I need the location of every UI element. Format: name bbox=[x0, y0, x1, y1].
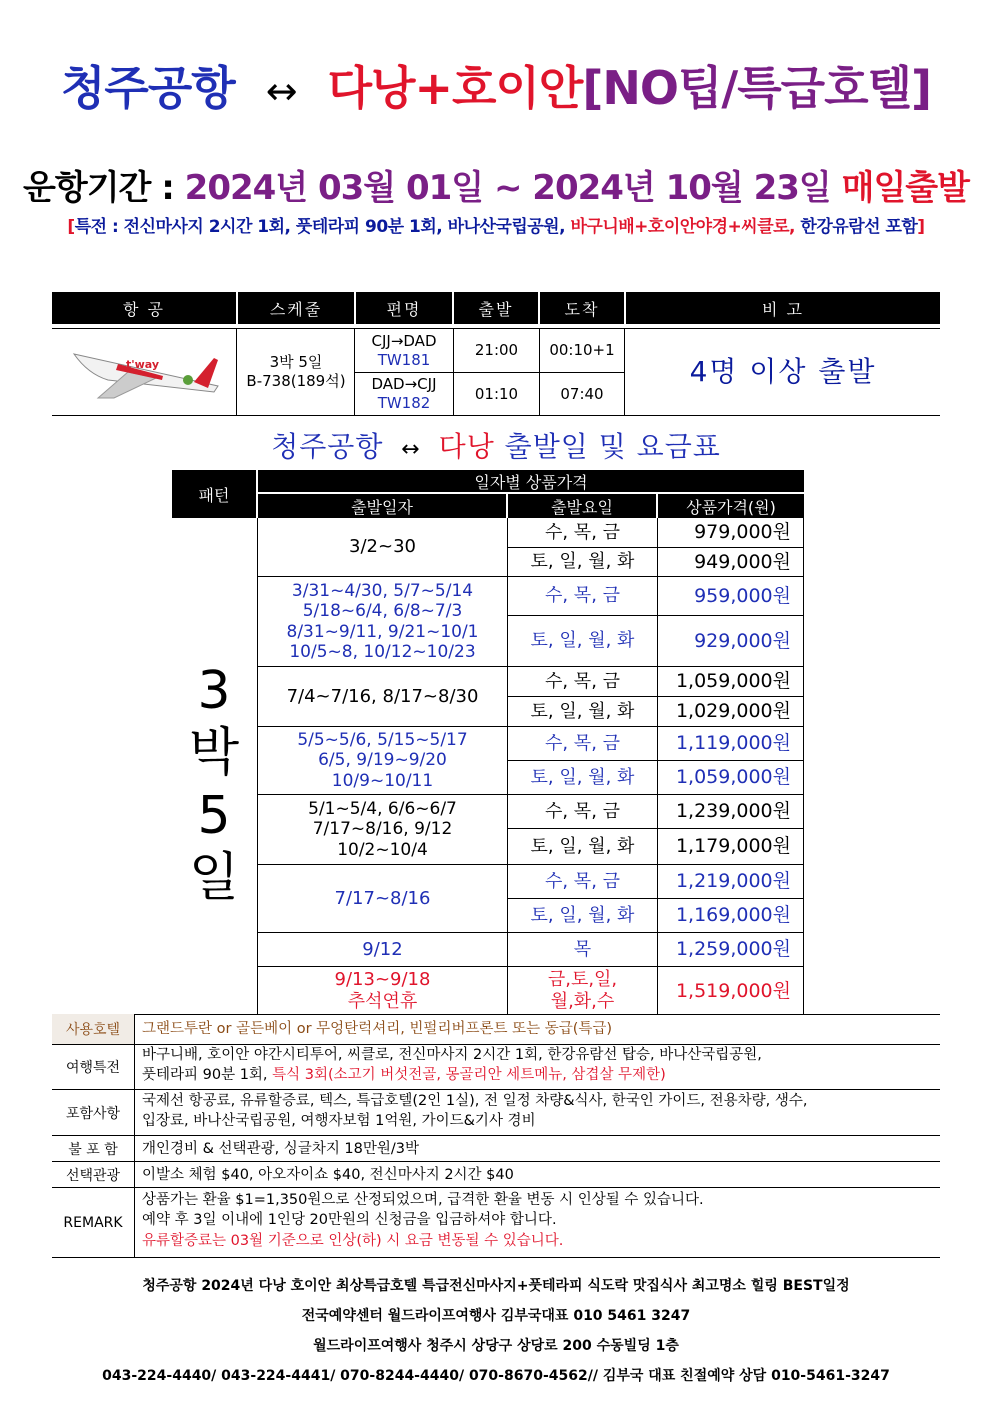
fare-row5-dates: 5/1~5/4, 6/6~6/7 7/17~8/16, 9/12 10/2~10/4 bbox=[308, 798, 457, 860]
fare-row4-dates: 5/5~5/6, 5/15~5/17 6/5, 9/19~9/20 10/9~10/11 bbox=[297, 729, 468, 791]
opt-label: 선택관광 bbox=[65, 1167, 121, 1184]
perk-line2b: 특식 3회(소고기 버섯전골, 몽골리안 세트메뉴, 삼겹살 무제한) bbox=[272, 1067, 666, 1084]
leg1-depart: 21:00 bbox=[474, 341, 519, 360]
benefit-part2: 바구니배+호이안야경+씨클로, bbox=[570, 217, 795, 237]
fare-head-date: 출발일자 bbox=[258, 494, 506, 518]
fare-title-origin: 청주공항 bbox=[271, 430, 384, 463]
incl-value bbox=[142, 1091, 808, 1132]
opt-value: 이발소 체험 $40, 아오자이쇼 $40, 전신마사지 2시간 $40 bbox=[142, 1167, 514, 1183]
fare-row8-note: 추석연휴 bbox=[347, 991, 418, 1012]
hotel-value: 그랜드투란 or 골든베이 or 무엉탄럭셔리, 빈펄리버프론트 또는 동급(특급) bbox=[142, 1021, 613, 1037]
title-tag: [NO팁/특급호텔] bbox=[582, 61, 931, 115]
flight-note: 4명 이상 출발 bbox=[689, 355, 877, 388]
remark-line1: 상품가는 환율 $1=1,350원으로 산정되었으며, 급격한 환율 변동 시 인상될 수 있습니다. bbox=[142, 1192, 704, 1208]
fare-row3-price2: 1,029,000원 bbox=[675, 700, 791, 723]
incl-line2: 입장료, 바나산국립공원, 여행자보험 1억원, 가이드&기사 경비 bbox=[142, 1113, 536, 1130]
remark-line2: 예약 후 3일 이내에 1인당 20만원의 신청금을 입금하셔야 합니다. bbox=[142, 1212, 557, 1229]
leg1-arrive: 00:10+1 bbox=[549, 341, 615, 360]
remark-value bbox=[142, 1190, 704, 1251]
fare-row3-day2: 토, 일, 월, 화 bbox=[530, 700, 635, 722]
fare-row1-day2: 토, 일, 월, 화 bbox=[530, 551, 635, 573]
incl-label: 포함사항 bbox=[65, 1105, 121, 1122]
fare-row1-day1: 수, 목, 금 bbox=[544, 521, 621, 543]
flight-head-schedule: 스케줄 bbox=[238, 292, 354, 324]
remark-label: REMARK bbox=[63, 1214, 123, 1231]
fare-row2-dates: 3/31~4/30, 5/7~5/14 5/18~6/4, 6/8~7/3 8/31~9/11, 9/21~10/1 10/5~8, 10/12~10/23 bbox=[286, 580, 479, 662]
fare-row3-price1: 1,059,000원 bbox=[675, 670, 791, 693]
fare-row6-day1: 수, 목, 금 bbox=[544, 870, 621, 892]
airplane-icon bbox=[68, 344, 224, 400]
fare-row4-day2: 토, 일, 월, 화 bbox=[530, 766, 635, 788]
fare-title-arrow: ↔ bbox=[401, 437, 421, 462]
perk-value bbox=[142, 1045, 762, 1086]
fare-row3-day1: 수, 목, 금 bbox=[544, 670, 621, 692]
fare-row2-price2: 929,000원 bbox=[694, 629, 791, 652]
fare-row5-day2: 토, 일, 월, 화 bbox=[530, 835, 635, 857]
leg2-arrive: 07:40 bbox=[560, 384, 604, 403]
pattern-char-2: 박 bbox=[188, 723, 240, 784]
page-title bbox=[0, 52, 992, 118]
fare-row3-dates: 7/4~7/16, 8/17~8/30 bbox=[286, 685, 479, 707]
schedule-cell bbox=[238, 328, 354, 415]
fare-row1-dates: 3/2~30 bbox=[349, 536, 416, 558]
leg1-route: CJJ→DAD bbox=[371, 331, 437, 350]
fare-row5-price2: 1,179,000원 bbox=[675, 835, 791, 858]
remark-line3: 유류할증료는 03월 기준으로 인상(하) 시 요금 변동될 수 있습니다. bbox=[142, 1232, 564, 1249]
fare-row8-price: 1,519,000원 bbox=[675, 979, 791, 1002]
fare-row7-dates: 9/12 bbox=[362, 938, 403, 960]
excl-label: 불 포 함 bbox=[68, 1141, 118, 1158]
leg1-flight bbox=[355, 329, 453, 372]
fare-title-rest: 출발일 및 요금표 bbox=[504, 430, 721, 463]
footer-line1: 청주공항 2024년 다낭 호이안 최상특급호텔 특급전신마사지+풋테라피 식도락 맛집식사 최고명소 힐링 BEST일정 bbox=[142, 1278, 850, 1294]
fare-row6-price2: 1,169,000원 bbox=[675, 904, 791, 927]
leg2-flight-no: TW182 bbox=[377, 394, 431, 412]
fare-title-dest: 다낭 bbox=[438, 430, 495, 463]
info-table bbox=[52, 1014, 940, 1258]
flight-table bbox=[52, 292, 940, 416]
fare-table bbox=[172, 470, 804, 1015]
fare-row7-day: 목 bbox=[573, 938, 592, 960]
perk-label: 여행특전 bbox=[65, 1060, 121, 1076]
footer-line2: 전국예약센터 월드라이프여행사 김부국대표 010 5461 3247 bbox=[301, 1308, 691, 1324]
incl-line1: 국제선 항공료, 유류할증료, 텍스, 특급호텔(2인 1실), 전 일정 차량&식사, 한국인 가이드, 전용차량, 생수, bbox=[142, 1093, 808, 1109]
title-origin: 청주공항 bbox=[61, 61, 235, 115]
fare-row1-price2: 949,000원 bbox=[694, 550, 791, 573]
fare-row2-price1: 959,000원 bbox=[694, 584, 791, 607]
period-range: 2024년 03월 01일 ~ 2024년 10월 23일 bbox=[184, 168, 831, 208]
fare-row7-price: 1,259,000원 bbox=[675, 938, 791, 961]
period-daily: 매일출발 bbox=[841, 168, 969, 208]
fare-row5-price1: 1,239,000원 bbox=[675, 800, 791, 823]
benefit-bracket-close: ] bbox=[917, 217, 925, 237]
flight-head-flightno: 편명 bbox=[356, 292, 452, 324]
fare-row1-price1: 979,000원 bbox=[694, 521, 791, 544]
fare-row4-price2: 1,059,000원 bbox=[675, 766, 791, 789]
pattern-char-3: 5 bbox=[197, 785, 231, 846]
fare-head-day: 출발요일 bbox=[508, 494, 656, 518]
flight-head-depart: 출발 bbox=[454, 292, 538, 324]
fare-row8-day: 금,토,일, 월,화,수 bbox=[547, 969, 618, 1012]
leg2-flight bbox=[355, 373, 453, 415]
leg1-flight-no: TW181 bbox=[377, 350, 431, 369]
excl-value: 개인경비 & 선택관광, 싱글차지 18만원/3박 bbox=[142, 1141, 420, 1157]
fare-row4-price1: 1,119,000원 bbox=[675, 732, 791, 755]
perk-line2a: 풋테라피 90분 1회, bbox=[142, 1067, 268, 1084]
pattern-label bbox=[174, 660, 254, 910]
fare-head-group: 일자별 상품가격 bbox=[258, 470, 804, 492]
fare-table-title bbox=[0, 425, 992, 465]
hotel-label: 사용호텔 bbox=[52, 1014, 134, 1044]
fare-row6-day2: 토, 일, 월, 화 bbox=[530, 904, 635, 926]
footer-line3: 월드라이프여행사 청주시 상당구 상당로 200 수동빌딩 1층 bbox=[313, 1338, 679, 1354]
fare-row8-dates: 9/13~9/18 bbox=[334, 969, 431, 991]
fare-row6-price1: 1,219,000원 bbox=[675, 870, 791, 893]
flight-head-arrive: 도착 bbox=[540, 292, 624, 324]
benefits-line bbox=[0, 212, 992, 237]
schedule-line2: B-738(189석) bbox=[246, 371, 346, 390]
title-arrow: ↔ bbox=[265, 69, 297, 113]
fare-row8-dates-cell bbox=[258, 967, 507, 1015]
leg2-depart: 01:10 bbox=[474, 384, 519, 403]
fare-row4-day1: 수, 목, 금 bbox=[544, 732, 621, 754]
fare-head-price: 상품가격(원) bbox=[658, 494, 804, 518]
fare-row5-day1: 수, 목, 금 bbox=[544, 800, 621, 822]
fare-head-pattern: 패턴 bbox=[172, 470, 256, 518]
fare-row6-dates: 7/17~8/16 bbox=[334, 887, 431, 909]
airplane-logo bbox=[66, 336, 226, 408]
title-destination: 다낭+호이안 bbox=[327, 61, 583, 115]
footer-line4: 043-224-4440/ 043-224-4441/ 070-8244-4440/ 070-8670-4562// 김부국 대표 친절예약 상담 010-5461-3247 bbox=[102, 1368, 890, 1384]
fare-row2-day1: 수, 목, 금 bbox=[544, 585, 621, 607]
perk-line1: 바구니배, 호이안 야간시티투어, 씨클로, 전신마사지 2시간 1회, 한강유람선 탑승, 바나산국립공원, bbox=[142, 1047, 762, 1063]
pattern-char-1: 3 bbox=[197, 661, 231, 721]
operation-period bbox=[0, 160, 992, 209]
flight-head-note: 비 고 bbox=[626, 292, 940, 324]
period-label: 운항기간 : bbox=[23, 168, 174, 208]
schedule-line1: 3박 5일 bbox=[269, 352, 323, 371]
tway-logo-text: t'way bbox=[126, 358, 160, 371]
pattern-char-4: 일 bbox=[188, 848, 240, 909]
benefit-part3: 한강유람선 포함 bbox=[800, 217, 918, 237]
fare-row2-day2: 토, 일, 월, 화 bbox=[530, 630, 635, 652]
benefit-bracket-open: [ bbox=[67, 217, 75, 237]
flight-head-airline: 항 공 bbox=[52, 292, 236, 324]
benefit-part1: 특전 : 전신마사지 2시간 1회, 풋테라피 90분 1회, 바나산국립공원, bbox=[74, 217, 566, 237]
leg2-route: DAD→CJJ bbox=[371, 375, 437, 394]
